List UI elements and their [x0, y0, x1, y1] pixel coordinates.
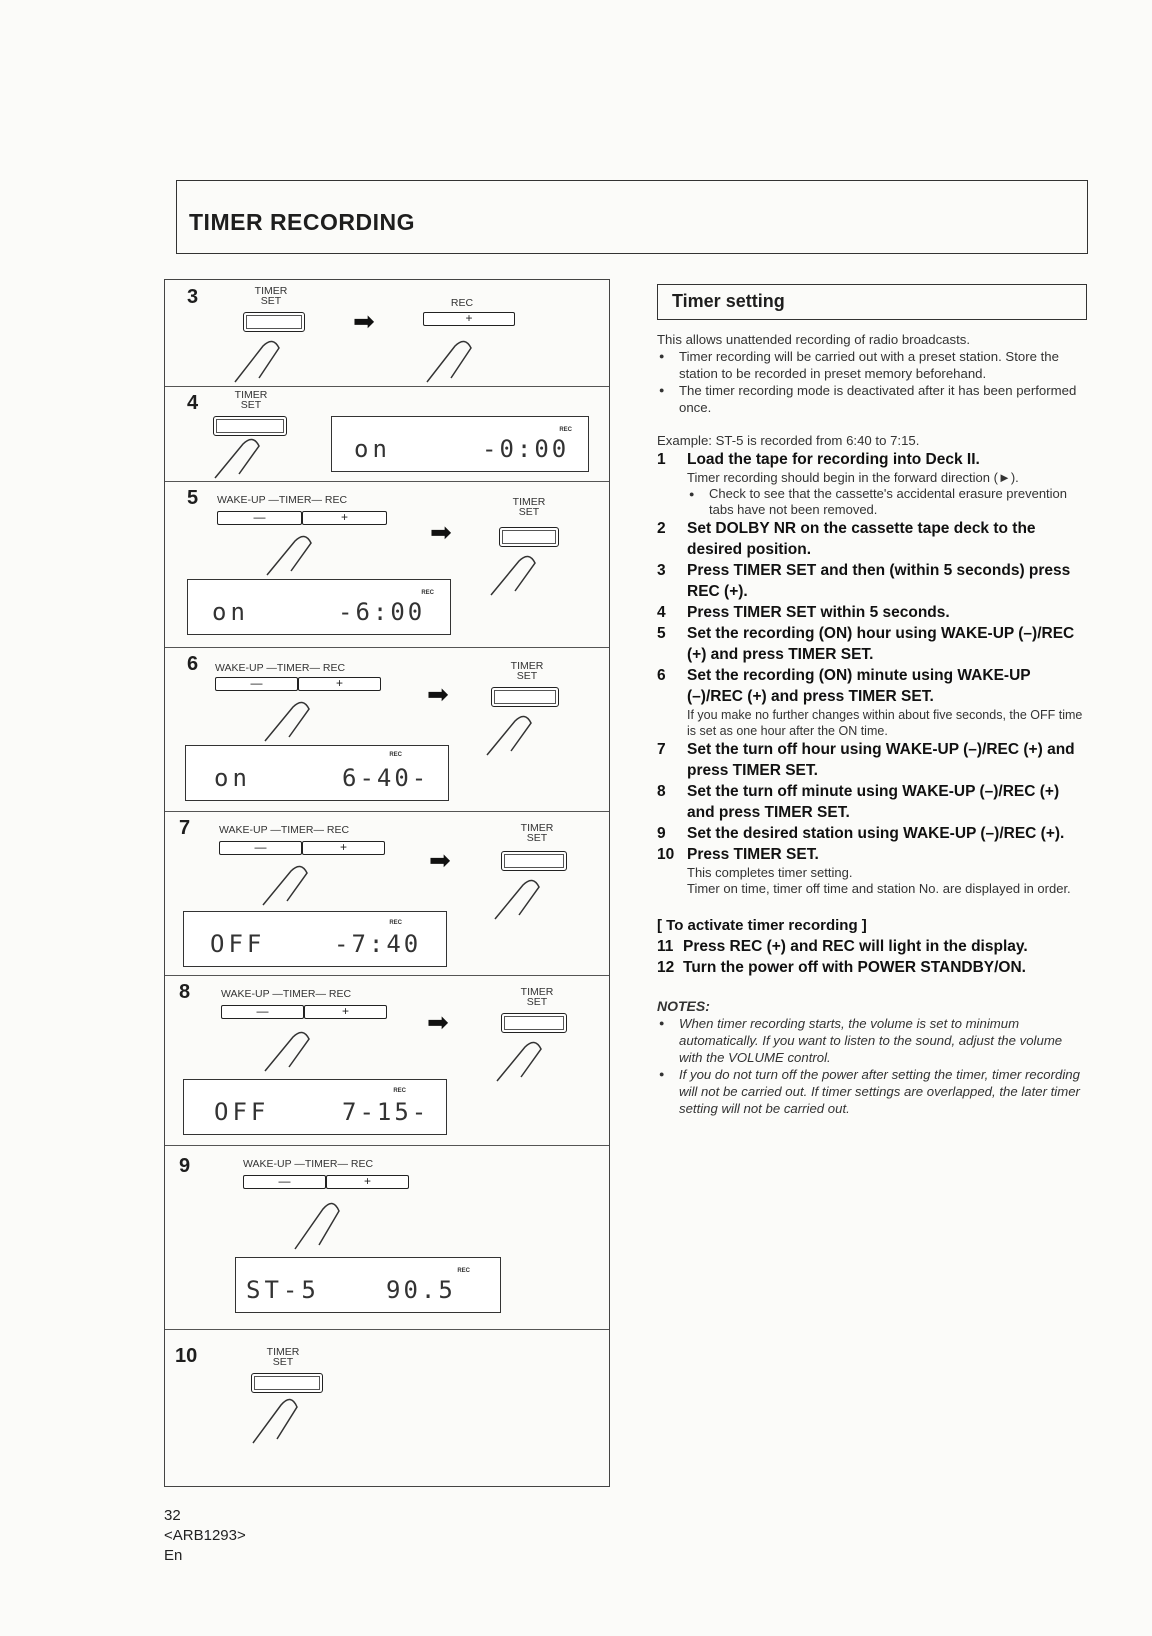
- step-num: 10: [657, 846, 675, 863]
- timer-set-button[interactable]: [251, 1373, 323, 1393]
- instruction-step: [657, 844, 1087, 865]
- lcd-display: [331, 416, 589, 472]
- timer-set-label: TIMER SET: [520, 986, 554, 1008]
- language-code: En: [164, 1547, 183, 1564]
- step-note: Timer recording should begin in the forward direction (►).: [687, 470, 1019, 485]
- finger-icon: [259, 697, 319, 743]
- section-title: Timer setting: [672, 291, 785, 311]
- rec-plus-button[interactable]: +: [304, 1005, 387, 1019]
- step-text: Set the desired station using WAKE-UP (–)/REC (+).: [687, 825, 1065, 842]
- lcd-time: -0:00: [482, 435, 570, 463]
- rec-label: REC: [450, 297, 474, 309]
- wakeup-minus-button[interactable]: —: [215, 677, 298, 691]
- step-num: 7: [657, 741, 666, 758]
- wakeup-timer-rec-label: WAKE-UP —TIMER— REC: [243, 1158, 374, 1170]
- timer-set-label: TIMER SET: [234, 389, 268, 411]
- wakeup-minus-button[interactable]: —: [243, 1175, 326, 1189]
- timer-set-label: TIMER SET: [254, 285, 288, 307]
- timer-set-button[interactable]: [213, 416, 287, 436]
- panel-step-3: [165, 280, 609, 387]
- rec-indicator: REC: [389, 752, 402, 758]
- document-code: <ARB1293>: [164, 1527, 246, 1544]
- note-item: ● When timer recording starts, the volume is set to minimum automatically. If you want to listen to the sound, adjust the volume with the VOLUME control.: [657, 1015, 1087, 1066]
- panel-step-7: [165, 811, 609, 976]
- wakeup-rec-rocker[interactable]: [217, 511, 387, 525]
- wakeup-rec-rocker[interactable]: [219, 841, 385, 855]
- instruction-step: [657, 623, 1087, 665]
- rec-indicator: REC: [457, 1268, 470, 1274]
- wakeup-minus-button[interactable]: —: [217, 511, 302, 525]
- step-text: Turn the power off with POWER STANDBY/ON.: [683, 959, 1026, 976]
- instruction-step: [657, 823, 1087, 844]
- wakeup-timer-rec-label: WAKE-UP —TIMER— REC: [217, 494, 348, 506]
- page-number: 32: [164, 1507, 181, 1524]
- panel-step-8: [165, 975, 609, 1146]
- lcd-display: [183, 1079, 447, 1135]
- timer-set-button[interactable]: [501, 1013, 567, 1033]
- step-text: Set DOLBY NR on the cassette tape deck to the desired position.: [687, 520, 1036, 558]
- arrow-right-icon: ➡: [427, 679, 449, 709]
- instruction-step: [657, 781, 1087, 823]
- step-num: 4: [657, 604, 666, 621]
- lcd-frequency: 90.5: [386, 1276, 456, 1304]
- step-number: 3: [187, 286, 199, 308]
- wakeup-rec-rocker[interactable]: [243, 1175, 409, 1189]
- note-item: ● If you do not turn off the power after setting the timer, timer recording will not be carried out. If timer settings are overlapped, the later timer setting will not be carried out.: [657, 1066, 1087, 1117]
- rec-plus-button[interactable]: +: [298, 677, 381, 691]
- step-num: 6: [657, 667, 666, 684]
- lcd-time: -6:00: [338, 598, 426, 626]
- finger-icon: [257, 861, 317, 907]
- finger-icon: [247, 1393, 307, 1445]
- step-num: 12: [657, 959, 675, 976]
- rec-indicator: REC: [421, 590, 434, 596]
- step-subbullet: ● Check to see that the cassette's accidental erasure prevention tabs have not been removed.: [657, 486, 1087, 518]
- rec-plus-button[interactable]: +: [326, 1175, 409, 1189]
- step-number: 5: [187, 487, 199, 509]
- rec-indicator: REC: [389, 920, 402, 926]
- activate-heading: [ To activate timer recording ]: [657, 917, 867, 934]
- step-text: Set the turn off hour using WAKE-UP (–)/REC (+) and press TIMER SET.: [687, 741, 1075, 779]
- panel-step-10: [165, 1329, 609, 1486]
- timer-set-button[interactable]: [501, 851, 567, 871]
- wakeup-rec-rocker[interactable]: [221, 1005, 387, 1019]
- rec-plus-button[interactable]: [423, 312, 515, 326]
- finger-icon: [209, 434, 269, 480]
- step-num: 9: [657, 825, 666, 842]
- finger-icon: [489, 875, 549, 921]
- panel-step-9: [165, 1145, 609, 1330]
- step-number: 10: [175, 1345, 198, 1367]
- panel-step-6: [165, 647, 609, 812]
- step-note: This completes timer setting.: [687, 865, 853, 880]
- rec-plus-button[interactable]: +: [302, 841, 385, 855]
- panel-step-4: [165, 386, 609, 482]
- intro-text: This allows unattended recording of radio broadcasts.: [657, 332, 971, 347]
- step-number: 8: [179, 981, 191, 1003]
- finger-icon: [229, 336, 289, 384]
- step-number: 6: [187, 653, 199, 675]
- instruction-step: [657, 665, 1087, 707]
- step-number: 9: [179, 1155, 191, 1177]
- bullet-item: ● The timer recording mode is deactivated after it has been performed once.: [657, 382, 1087, 416]
- lcd-display: [183, 911, 447, 967]
- step-text: Set the turn off minute using WAKE-UP (–)/REC (+) and press TIMER SET.: [687, 783, 1060, 821]
- arrow-right-icon: ➡: [430, 517, 452, 547]
- example-text: Example: ST-5 is recorded from 6:40 to 7:15.: [657, 433, 920, 448]
- wakeup-timer-rec-label: WAKE-UP —TIMER— REC: [215, 662, 346, 674]
- lcd-time: -7:40: [334, 930, 422, 958]
- step-num: 2: [657, 520, 666, 537]
- bullet-item: ● Timer recording will be carried out with a preset station. Store the station to be recorded in preset memory beforehand.: [657, 348, 1087, 382]
- step-text: Press TIMER SET and then (within 5 seconds) press REC (+).: [687, 562, 1071, 600]
- step-text: Set the recording (ON) minute using WAKE-UP (–)/REC (+) and press TIMER SET.: [687, 667, 1031, 705]
- illustration-column: [164, 279, 610, 1487]
- step-text: Load the tape for recording into Deck II.: [687, 451, 980, 468]
- section-title-box: [657, 284, 1087, 320]
- lcd-display: [187, 579, 451, 635]
- page-title: TIMER RECORDING: [189, 209, 415, 235]
- arrow-right-icon: ➡: [427, 1007, 449, 1037]
- step-text: Press REC (+) and REC will light in the display.: [683, 938, 1028, 955]
- finger-icon: [261, 531, 321, 577]
- timer-set-label: TIMER SET: [520, 822, 554, 844]
- wakeup-timer-rec-label: WAKE-UP —TIMER— REC: [219, 824, 350, 836]
- step-number: 4: [187, 392, 199, 414]
- instruction-step: [657, 957, 1087, 978]
- step-text: Press TIMER SET.: [687, 846, 819, 863]
- instruction-step: [657, 518, 1087, 560]
- rec-indicator: REC: [393, 1088, 406, 1094]
- instruction-step: [657, 449, 1087, 470]
- wakeup-rec-rocker[interactable]: [215, 677, 381, 691]
- finger-icon: [481, 711, 541, 757]
- rec-indicator: REC: [559, 427, 572, 433]
- lcd-mode: on: [214, 764, 251, 792]
- wakeup-minus-button[interactable]: —: [221, 1005, 304, 1019]
- lcd-mode: on: [212, 598, 249, 626]
- step-text: Set the recording (ON) hour using WAKE-UP (–)/REC (+) and press TIMER SET.: [687, 625, 1075, 663]
- timer-set-button[interactable]: [499, 527, 559, 547]
- step-note: Timer on time, timer off time and station No. are displayed in order.: [687, 881, 1071, 896]
- wakeup-timer-rec-label: WAKE-UP —TIMER— REC: [221, 988, 352, 1000]
- lcd-mode: OFF: [210, 930, 266, 958]
- instruction-step: [657, 602, 1087, 623]
- finger-icon: [289, 1197, 349, 1251]
- step-num: 1: [657, 451, 666, 468]
- lcd-mode: OFF: [214, 1098, 270, 1126]
- step-num: 8: [657, 783, 666, 800]
- lcd-station: ST-5: [246, 1276, 320, 1304]
- lcd-display: [235, 1257, 501, 1313]
- timer-set-label: TIMER SET: [510, 660, 544, 682]
- finger-icon: [421, 336, 481, 384]
- wakeup-minus-button[interactable]: —: [219, 841, 302, 855]
- plus-label: +: [423, 312, 515, 326]
- step-number: 7: [179, 817, 191, 839]
- arrow-right-icon: ➡: [353, 306, 375, 336]
- timer-set-button[interactable]: [243, 312, 305, 332]
- finger-icon: [485, 551, 545, 597]
- timer-set-label: TIMER SET: [512, 496, 546, 518]
- instructions-body: [657, 331, 1087, 1117]
- lcd-time: 7-15-: [342, 1098, 430, 1126]
- lcd-time: 6-40-: [342, 764, 430, 792]
- finger-icon: [259, 1027, 319, 1073]
- instruction-step: [657, 560, 1087, 602]
- arrow-right-icon: ➡: [429, 845, 451, 875]
- instruction-step: [657, 739, 1087, 781]
- timer-set-label: TIMER SET: [266, 1346, 300, 1368]
- timer-set-button[interactable]: [491, 687, 559, 707]
- header-box: [176, 180, 1088, 254]
- page-footer: [164, 1506, 246, 1566]
- notes-heading: NOTES:: [657, 998, 710, 1014]
- step-text: Press TIMER SET within 5 seconds.: [687, 604, 950, 621]
- panel-step-5: [165, 481, 609, 648]
- instruction-step: [657, 936, 1087, 957]
- lcd-display: [185, 745, 449, 801]
- lcd-mode: on: [354, 435, 391, 463]
- finger-icon: [491, 1037, 551, 1083]
- step-num: 11: [657, 938, 674, 955]
- step-note: If you make no further changes within about five seconds, the OFF time is set as one hour after the ON time.: [687, 708, 1083, 738]
- rec-plus-button[interactable]: +: [302, 511, 387, 525]
- step-num: 5: [657, 625, 666, 642]
- step-num: 3: [657, 562, 666, 579]
